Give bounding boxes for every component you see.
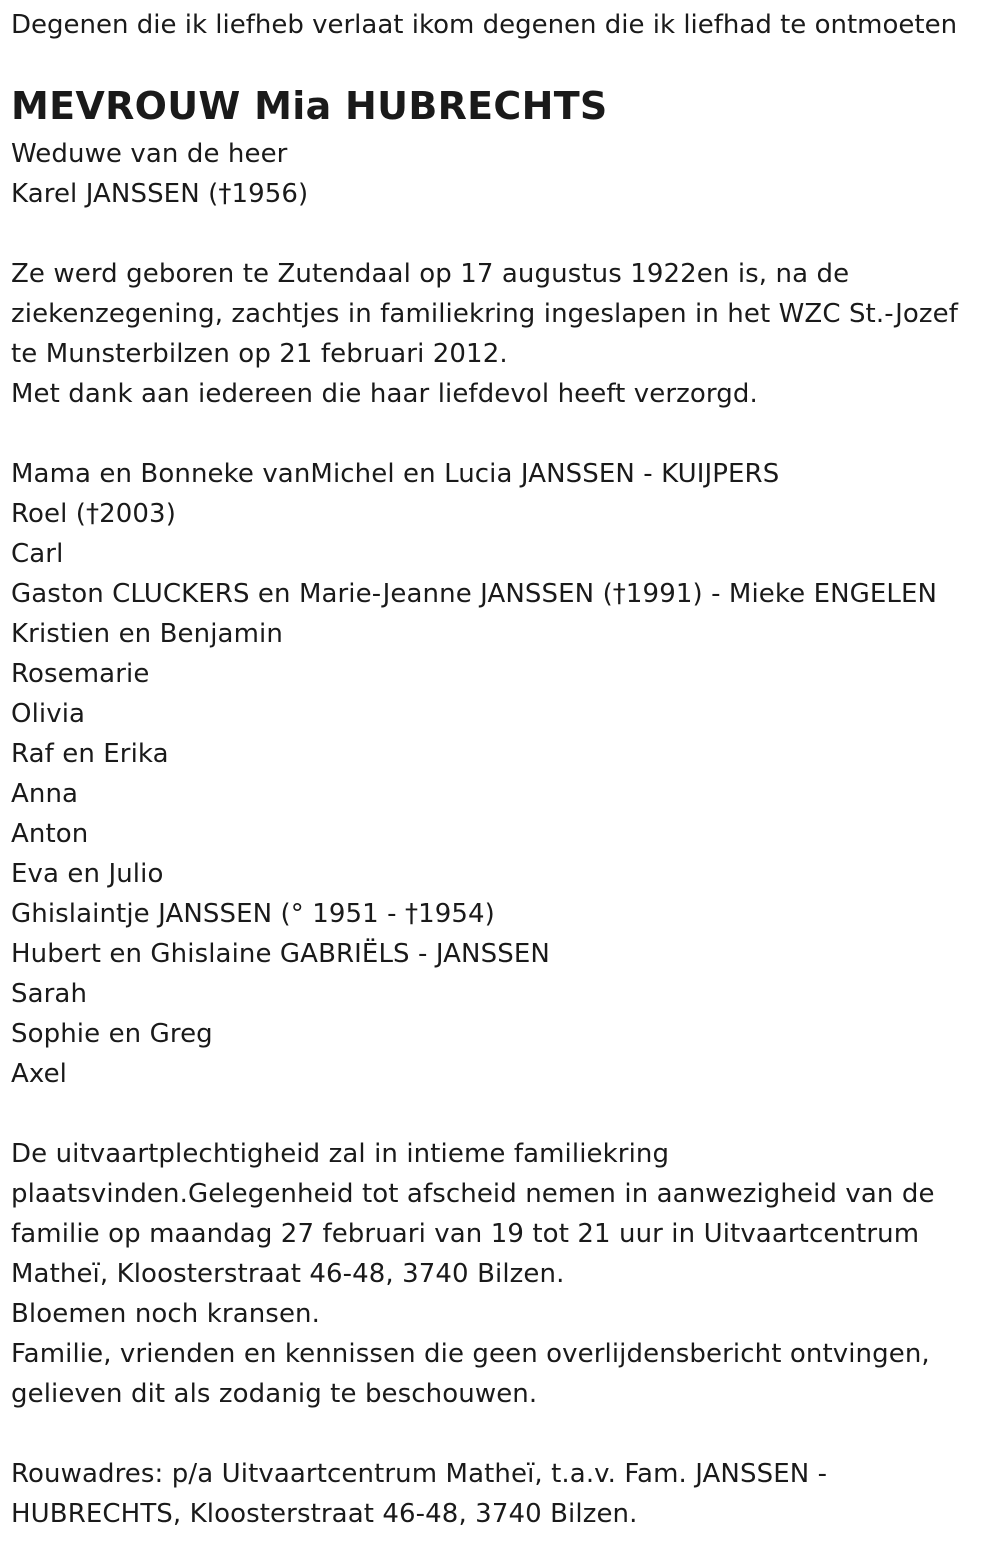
family-line: Roel (†2003): [11, 499, 176, 529]
family-line: Raf en Erika: [11, 739, 169, 769]
family-line: Gaston CLUCKERS en Marie-Jeanne JANSSEN (†1991) - Mieke ENGELEN: [11, 579, 938, 609]
family-line: Mama en Bonneke vanMichel en Lucia JANSSEN - KUIJPERS: [11, 459, 780, 489]
family-line: Sarah: [11, 979, 88, 1009]
family-line: Kristien en Benjamin: [11, 619, 283, 649]
family-line: Anna: [11, 779, 79, 809]
funeral-line: plaatsvinden.Gelegenheid tot afscheid nemen in aanwezigheid van de: [11, 1179, 935, 1209]
flowers-line: Bloemen noch kransen.: [11, 1299, 320, 1329]
notice-line: Familie, vrienden en kennissen die geen overlijdensbericht ontvingen,: [11, 1339, 930, 1369]
notice-line: gelieven dit als zodanig te beschouwen.: [11, 1379, 538, 1409]
birth-line: te Munsterbilzen op 21 februari 2012.: [11, 339, 508, 369]
funeral-line: familie op maandag 27 februari van 19 tot 21 uur in Uitvaartcentrum: [11, 1219, 920, 1249]
address-line: HUBRECHTS, Kloosterstraat 46-48, 3740 Bilzen.: [11, 1499, 638, 1529]
family-line: Hubert en Ghislaine GABRIËLS - JANSSEN: [11, 939, 550, 969]
family-line: Rosemarie: [11, 659, 150, 689]
family-line: Ghislaintje JANSSEN (° 1951 - †1954): [11, 899, 495, 929]
family-line: Olivia: [11, 699, 86, 729]
widow-line: Weduwe van de heer: [11, 139, 288, 169]
birth-death-paragraph: [11, 254, 958, 414]
widow-line: Karel JANSSEN (†1956): [11, 179, 309, 209]
family-line: Sophie en Greg: [11, 1019, 213, 1049]
birth-line: Ze werd geboren te Zutendaal op 17 augustus 1922en is, na de: [11, 259, 850, 289]
widow-block: [11, 134, 308, 214]
family-line: Carl: [11, 539, 64, 569]
address-line: Rouwadres: p/a Uitvaartcentrum Matheï, t.a.v. Fam. JANSSEN -: [11, 1459, 828, 1489]
funeral-line: De uitvaartplechtigheid zal in intieme familiekring: [11, 1139, 670, 1169]
family-list: [11, 454, 937, 1094]
thanks-line: Met dank aan iedereen die haar liefdevol heeft verzorgd.: [11, 379, 758, 409]
family-line: Axel: [11, 1059, 67, 1089]
family-line: Anton: [11, 819, 89, 849]
birth-line: ziekenzegening, zachtjes in familiekring ingeslapen in het WZC St.-Jozef: [11, 299, 959, 329]
family-line: Eva en Julio: [11, 859, 164, 889]
funeral-paragraph: [11, 1134, 935, 1414]
funeral-line: Matheï, Kloosterstraat 46-48, 3740 Bilzen.: [11, 1259, 565, 1289]
mourning-address: [11, 1454, 827, 1534]
motto-text: Degenen die ik liefheb verlaat ikom degenen die ik liefhad te ontmoeten: [11, 10, 958, 40]
deceased-name: MEVROUW Mia HUBRECHTS: [11, 84, 608, 128]
